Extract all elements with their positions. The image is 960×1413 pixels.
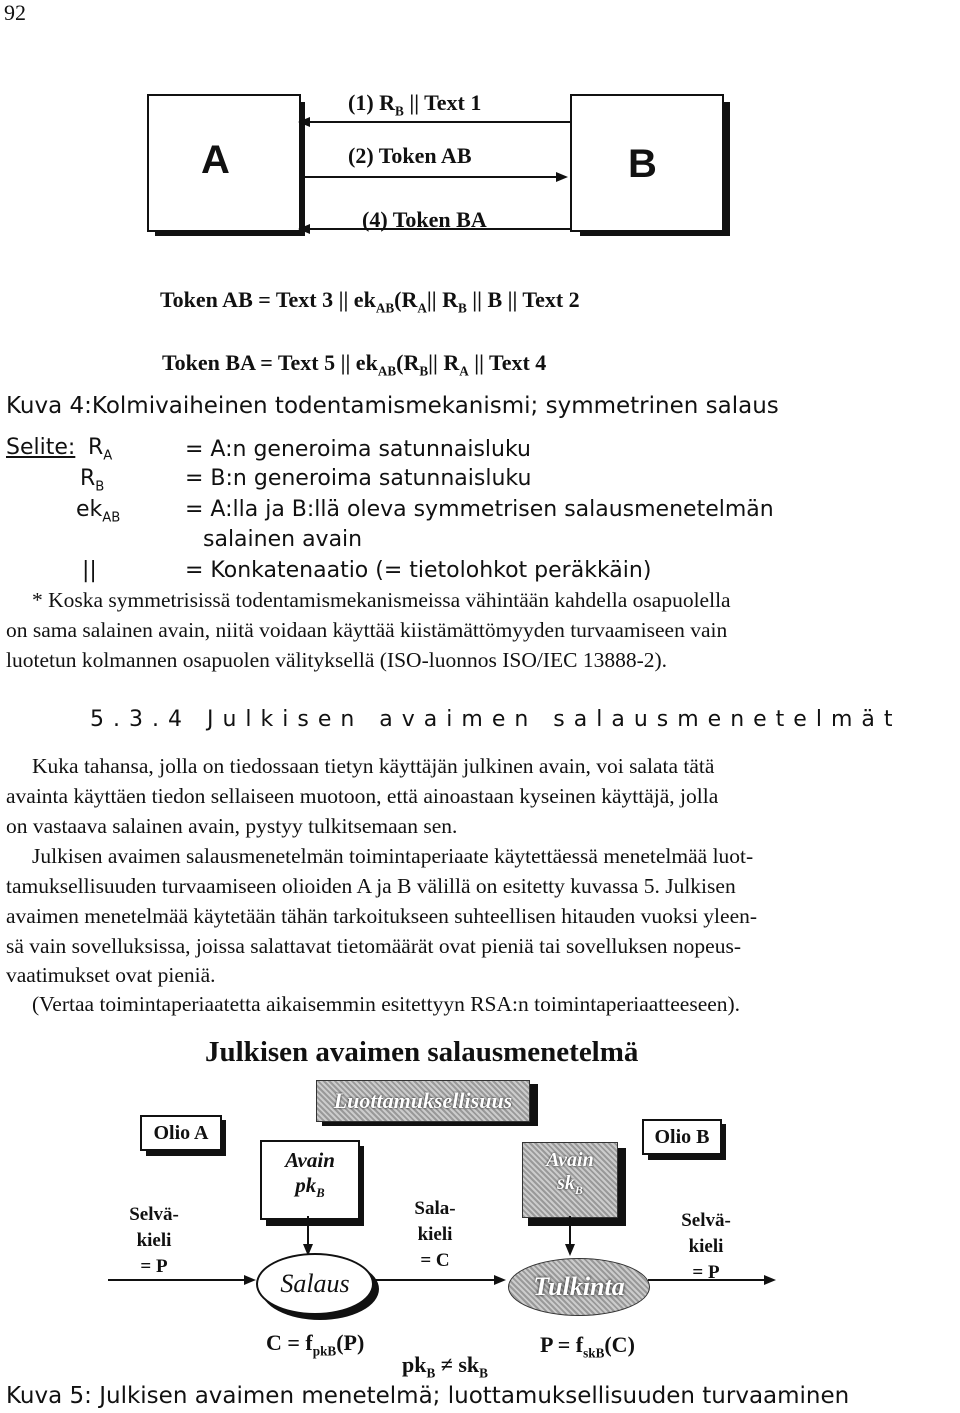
olio-b-label: Olio B xyxy=(654,1126,710,1148)
decrypt-label: Tulkinta xyxy=(533,1272,625,1301)
paragraph-line: (Vertaa toimintaperiaatetta aikaisemmin esitettyyn RSA:n toimintaperiaatteeseen). xyxy=(32,992,741,1016)
trust-label: Luottamuksellisuus xyxy=(333,1088,513,1113)
token-ab-definition: Token AB = Text 3 || $ek_{AB}(R_A||$ $R_B$ || B || Text 2 xyxy=(160,287,580,316)
encrypt-ellipse xyxy=(256,1253,374,1315)
figure-5-title: Julkisen avaimen salausmenetelmä xyxy=(205,1036,639,1068)
private-key-label: Avain xyxy=(546,1149,594,1171)
legend-row-symbol: $ek_{AB}$ xyxy=(76,497,121,526)
arrow-3-head xyxy=(298,224,310,234)
arrow-1-label: (1) $R_B$ || Text 1 xyxy=(348,90,482,119)
formula-key-inequality: $pk_B \ne sk_B$ xyxy=(402,1352,488,1381)
token-ba-definition: Token BA = Text 5 || $ek_{AB}(R_B||$ $R_A$ || Text 4 xyxy=(162,350,547,379)
legend-note-line: on sama salainen avain, niitä voidaan käyttää kiistämättömyyden turvaamiseen vain xyxy=(6,618,728,642)
arrow-3-label: (4) Token BA xyxy=(362,207,487,232)
figure-5-caption: Kuva 5: Julkisen avaimen menetelmä; luottamuksellisuuden turvaaminen xyxy=(6,1383,850,1409)
encrypt-label: Salaus xyxy=(280,1269,350,1298)
formula-encrypt: $C = f_{pkB}(P)$ xyxy=(266,1330,365,1359)
legend-note-line: * Koska symmetrisissä todentamismekanismeissa vähintään kahdella osapuolella xyxy=(32,588,731,612)
plaintext-right-label: Selvä- kieli = P xyxy=(681,1210,731,1283)
section-heading: 5.3.4 Julkisen avaimen salausmenetelmät xyxy=(90,707,902,732)
paragraph-line: Kuka tahansa, jolla on tiedossaan tietyn käyttäjän julkinen avain, voi salata tätä xyxy=(32,754,715,778)
legend-row-def: salainen avain xyxy=(203,527,363,552)
public-key-value: $pk_B$ xyxy=(295,1173,325,1201)
ciphertext-label: Sala- kieli = C xyxy=(414,1198,456,1271)
legend-row-def: = A:n generoima satunnaisluku xyxy=(185,437,531,462)
figure-4-caption: Kuva 4:Kolmivaiheinen todentamismekanismi; symmetrinen salaus xyxy=(6,393,779,419)
paragraph-line: on vastaava salainen avain, pystyy tulkitsemaan sen. xyxy=(6,814,458,838)
legend-note-line: luotetun kolmannen osapuolen välityksellä (ISO-luonnos ISO/IEC 13888-2). xyxy=(6,648,668,672)
arrow-1-head xyxy=(298,117,310,127)
plaintext-left-label: Selvä- kieli = P xyxy=(129,1204,179,1277)
page-number: 92 xyxy=(4,0,26,25)
olio-a-label: Olio A xyxy=(153,1122,209,1144)
arrow-2-head xyxy=(556,172,568,182)
legend-row-def: = B:n generoima satunnaisluku xyxy=(185,466,532,491)
legend-row-def: = Konkatenaatio (= tietolohkot peräkkäin) xyxy=(185,558,652,583)
node-a-box xyxy=(147,94,301,232)
private-key-value: $sk_B$ xyxy=(557,1172,583,1197)
paragraph-line: Julkisen avaimen salausmenetelmän toimintaperiaate käytettäessä menetelmää luot- xyxy=(32,844,754,868)
paragraph-line: vaatimukset ovat pieniä. xyxy=(6,963,216,987)
paragraph-line: avainta käyttäen tiedon sellaiseen muotoon, että ainoastaan kyseinen käyttäjä, jolla xyxy=(6,784,719,808)
trust-banner xyxy=(316,1080,530,1122)
formula-decrypt: $P = f_{skB}(C)$ xyxy=(540,1332,635,1361)
paragraph-line: tamuksellisuuden turvaamiseen olioiden A ja B välillä on esitetty kuvassa 5. Julkisen xyxy=(6,874,736,898)
public-key-label: Avain xyxy=(285,1148,335,1172)
arrow-2-label: (2) Token AB xyxy=(348,143,472,168)
node-b-label: B xyxy=(628,142,657,186)
legend-title: Selite: xyxy=(6,435,76,460)
node-b-box xyxy=(570,94,724,232)
decrypt-ellipse xyxy=(508,1258,650,1316)
legend-row-symbol: $R_B$ xyxy=(80,466,105,495)
paragraph-line: avaimen menetelmää käytetään tähän tarkoitukseen suhteellisen hitauden vuoksi yleen- xyxy=(6,904,758,928)
paragraph-line: sä vain sovelluksissa, joissa salattavat tietomäärät ovat pieniä tai sovelluksen nopeus- xyxy=(6,934,741,958)
legend-row-def: = A:lla ja B:llä oleva symmetrisen salausmenetelmän xyxy=(185,497,774,522)
legend-row-symbol: || xyxy=(82,558,97,583)
node-a-label: A xyxy=(201,138,230,182)
legend-row-symbol: $R_A$ xyxy=(88,435,113,464)
